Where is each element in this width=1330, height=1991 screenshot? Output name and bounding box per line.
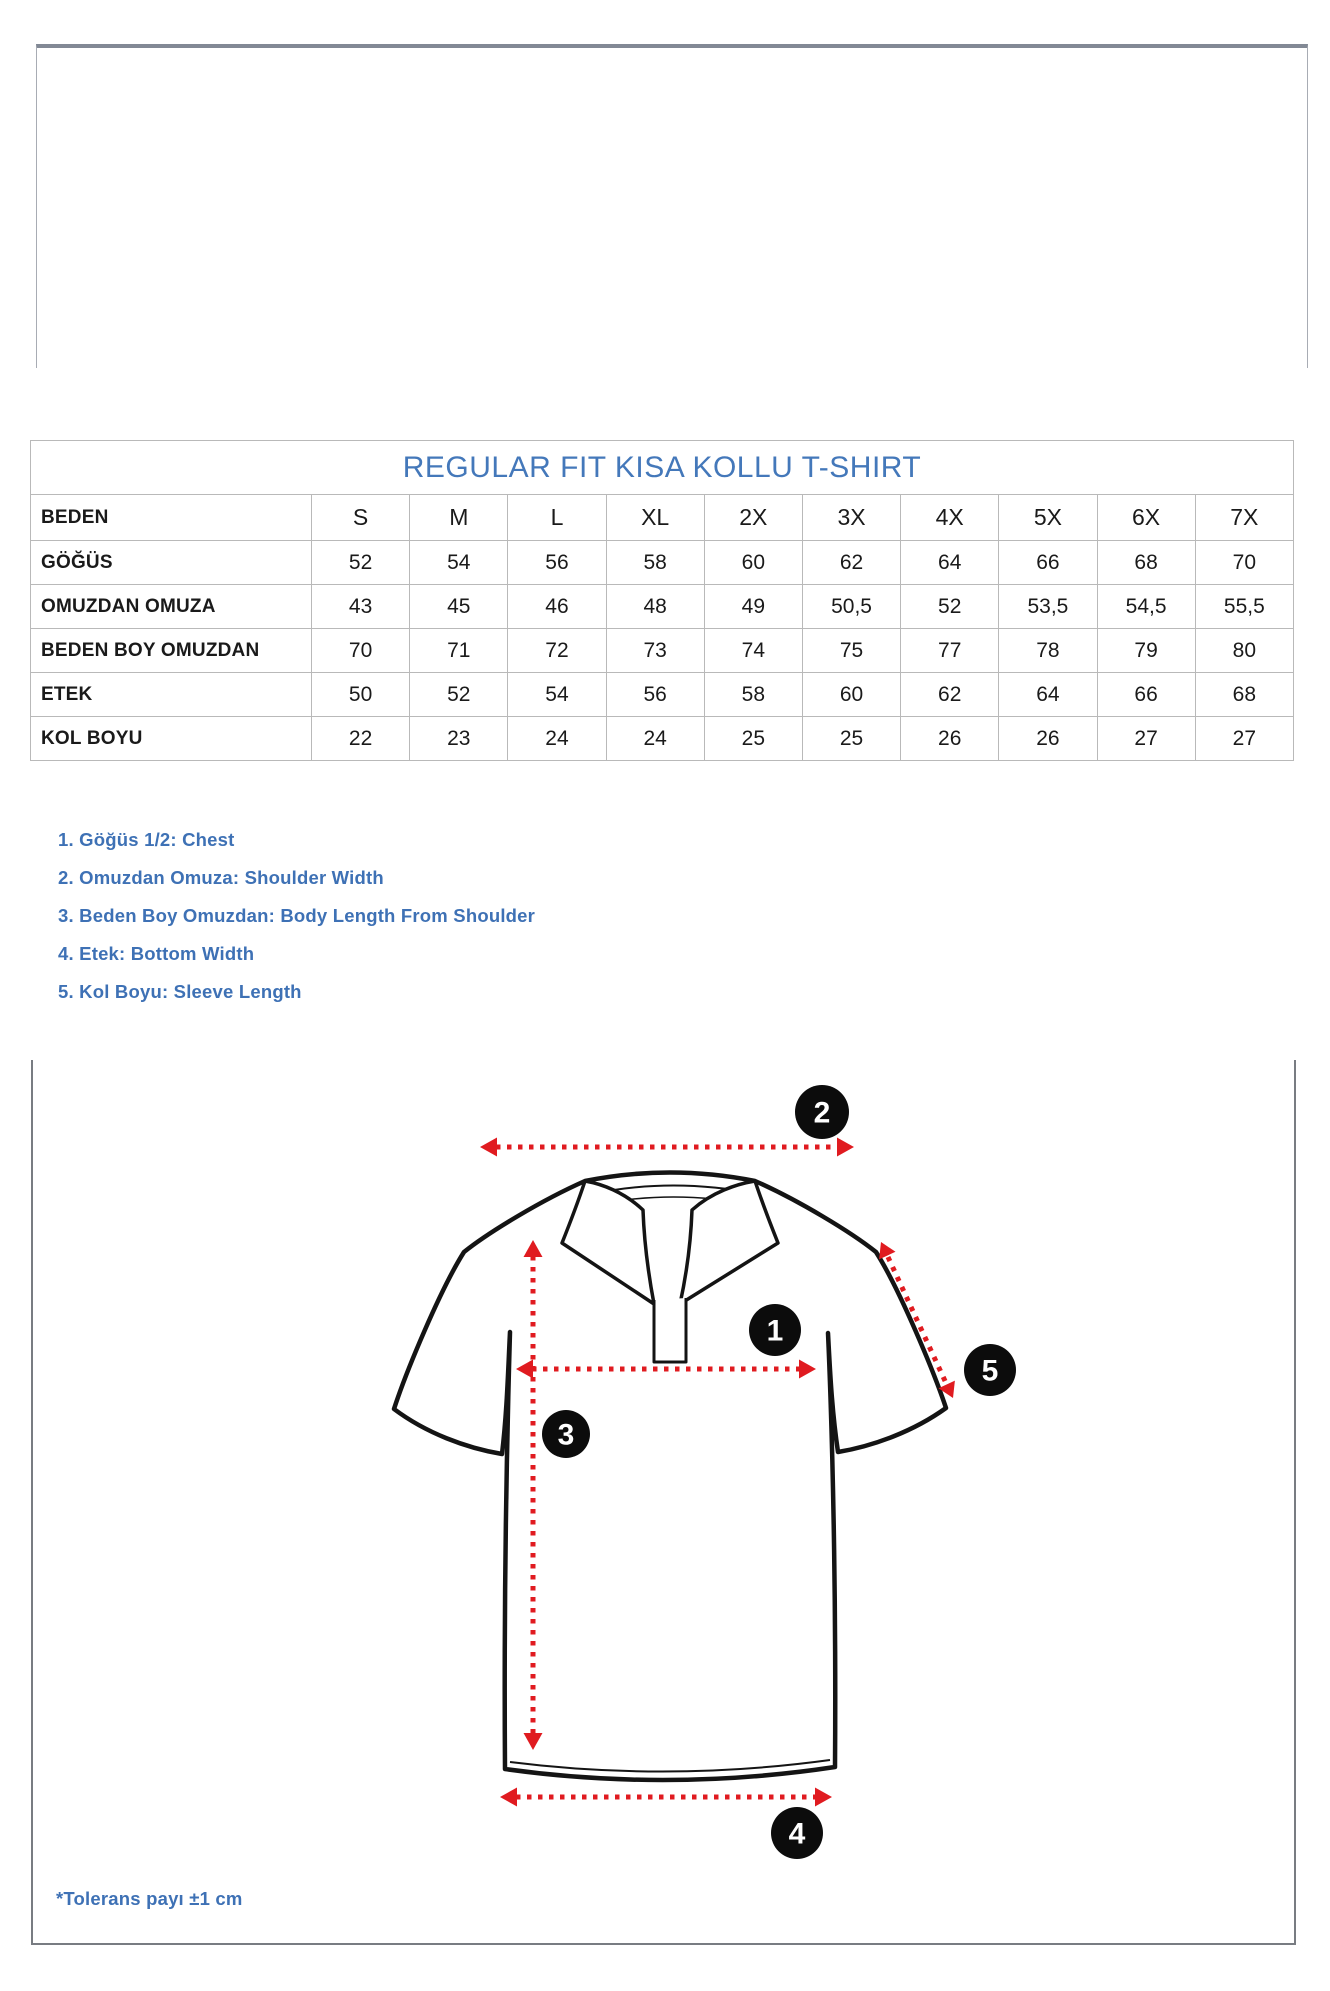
size-value-cell: 25 [704, 717, 802, 761]
row-label: ETEK [31, 673, 312, 717]
size-value-cell: 54 [410, 541, 508, 585]
size-value-cell: 27 [1097, 717, 1195, 761]
legend-item: 3. Beden Boy Omuzdan: Body Length From Shoulder [58, 905, 536, 926]
size-value-cell: 49 [704, 585, 802, 629]
size-col-header: S [312, 495, 410, 541]
size-value-cell: 71 [410, 629, 508, 673]
size-value-cell: 53,5 [999, 585, 1097, 629]
measure-marker-4 [771, 1807, 823, 1859]
polo-shirt-diagram [33, 1060, 1294, 1943]
row-label: KOL BOYU [31, 717, 312, 761]
size-value-cell: 66 [1097, 673, 1195, 717]
measure-marker-3 [542, 1410, 590, 1458]
size-value-cell: 50,5 [802, 585, 900, 629]
size-value-cell: 60 [802, 673, 900, 717]
size-value-cell: 23 [410, 717, 508, 761]
size-value-cell: 74 [704, 629, 802, 673]
size-col-header: 4X [901, 495, 999, 541]
svg-text:3: 3 [557, 1418, 575, 1452]
size-value-cell: 54 [508, 673, 606, 717]
size-col-header: 3X [802, 495, 900, 541]
table-title-row [31, 441, 1294, 495]
row-label-header: BEDEN [31, 495, 312, 541]
size-value-cell: 54,5 [1097, 585, 1195, 629]
table-row [31, 585, 1294, 629]
size-value-cell: 79 [1097, 629, 1195, 673]
size-value-cell: 78 [999, 629, 1097, 673]
size-col-header: 2X [704, 495, 802, 541]
legend-item: 1. Göğüs 1/2: Chest [58, 829, 235, 850]
legend-item: 4. Etek: Bottom Width [58, 943, 255, 964]
arrowhead [879, 1242, 895, 1259]
measure-marker-1 [749, 1304, 801, 1356]
size-value-cell: 26 [901, 717, 999, 761]
size-value-cell: 52 [410, 673, 508, 717]
row-label: BEDEN BOY OMUZDAN [31, 629, 312, 673]
size-value-cell: 45 [410, 585, 508, 629]
size-value-cell: 56 [508, 541, 606, 585]
arrowhead [500, 1788, 517, 1807]
size-value-cell: 55,5 [1195, 585, 1293, 629]
size-value-cell: 52 [312, 541, 410, 585]
tolerance-note: *Tolerans payı ±1 cm [56, 1888, 243, 1909]
size-value-cell: 50 [312, 673, 410, 717]
size-value-cell: 80 [1195, 629, 1293, 673]
size-value-cell: 66 [999, 541, 1097, 585]
size-value-cell: 43 [312, 585, 410, 629]
measure-marker-2 [795, 1085, 849, 1139]
size-value-cell: 64 [901, 541, 999, 585]
size-value-cell: 46 [508, 585, 606, 629]
table-row [31, 717, 1294, 761]
size-table-body [31, 541, 1294, 761]
svg-text:4: 4 [788, 1817, 806, 1851]
size-col-header: XL [606, 495, 704, 541]
size-value-cell: 72 [508, 629, 606, 673]
size-value-cell: 27 [1195, 717, 1293, 761]
size-value-cell: 25 [802, 717, 900, 761]
size-value-cell: 70 [1195, 541, 1293, 585]
size-value-cell: 22 [312, 717, 410, 761]
size-value-cell: 58 [606, 541, 704, 585]
size-col-header: 5X [999, 495, 1097, 541]
size-value-cell: 56 [606, 673, 704, 717]
svg-text:2: 2 [813, 1096, 831, 1130]
size-value-cell: 24 [606, 717, 704, 761]
size-value-cell: 75 [802, 629, 900, 673]
table-header-row [31, 495, 1294, 541]
arrowhead [837, 1138, 854, 1157]
size-value-cell: 24 [508, 717, 606, 761]
size-value-cell: 60 [704, 541, 802, 585]
size-col-header: L [508, 495, 606, 541]
table-row [31, 629, 1294, 673]
legend-item: 2. Omuzdan Omuza: Shoulder Width [58, 867, 384, 888]
arrowhead [815, 1788, 832, 1807]
page-title: REGULAR FIT KISA KOLLU T-SHIRT [31, 441, 1294, 495]
size-value-cell: 73 [606, 629, 704, 673]
measure-marker-5 [964, 1344, 1016, 1396]
size-col-header: 7X [1195, 495, 1293, 541]
svg-text:5: 5 [981, 1354, 999, 1388]
size-value-cell: 62 [802, 541, 900, 585]
size-value-cell: 62 [901, 673, 999, 717]
size-col-header: 6X [1097, 495, 1195, 541]
size-value-cell: 26 [999, 717, 1097, 761]
size-col-header: M [410, 495, 508, 541]
size-value-cell: 58 [704, 673, 802, 717]
arrowhead [480, 1138, 497, 1157]
size-table [30, 440, 1294, 761]
legend [58, 829, 535, 1019]
size-value-cell: 68 [1097, 541, 1195, 585]
placket [654, 1298, 686, 1362]
table-row [31, 541, 1294, 585]
shirt-outline [394, 1173, 946, 1781]
size-value-cell: 70 [312, 629, 410, 673]
row-label: OMUZDAN OMUZA [31, 585, 312, 629]
size-value-cell: 64 [999, 673, 1097, 717]
size-value-cell: 77 [901, 629, 999, 673]
svg-text:1: 1 [766, 1314, 784, 1348]
row-label: GÖĞÜS [31, 541, 312, 585]
top-placeholder-box [36, 44, 1308, 368]
measurement-diagram [31, 1060, 1296, 1945]
table-row [31, 673, 1294, 717]
size-value-cell: 68 [1195, 673, 1293, 717]
size-value-cell: 48 [606, 585, 704, 629]
legend-item: 5. Kol Boyu: Sleeve Length [58, 981, 302, 1002]
size-value-cell: 52 [901, 585, 999, 629]
